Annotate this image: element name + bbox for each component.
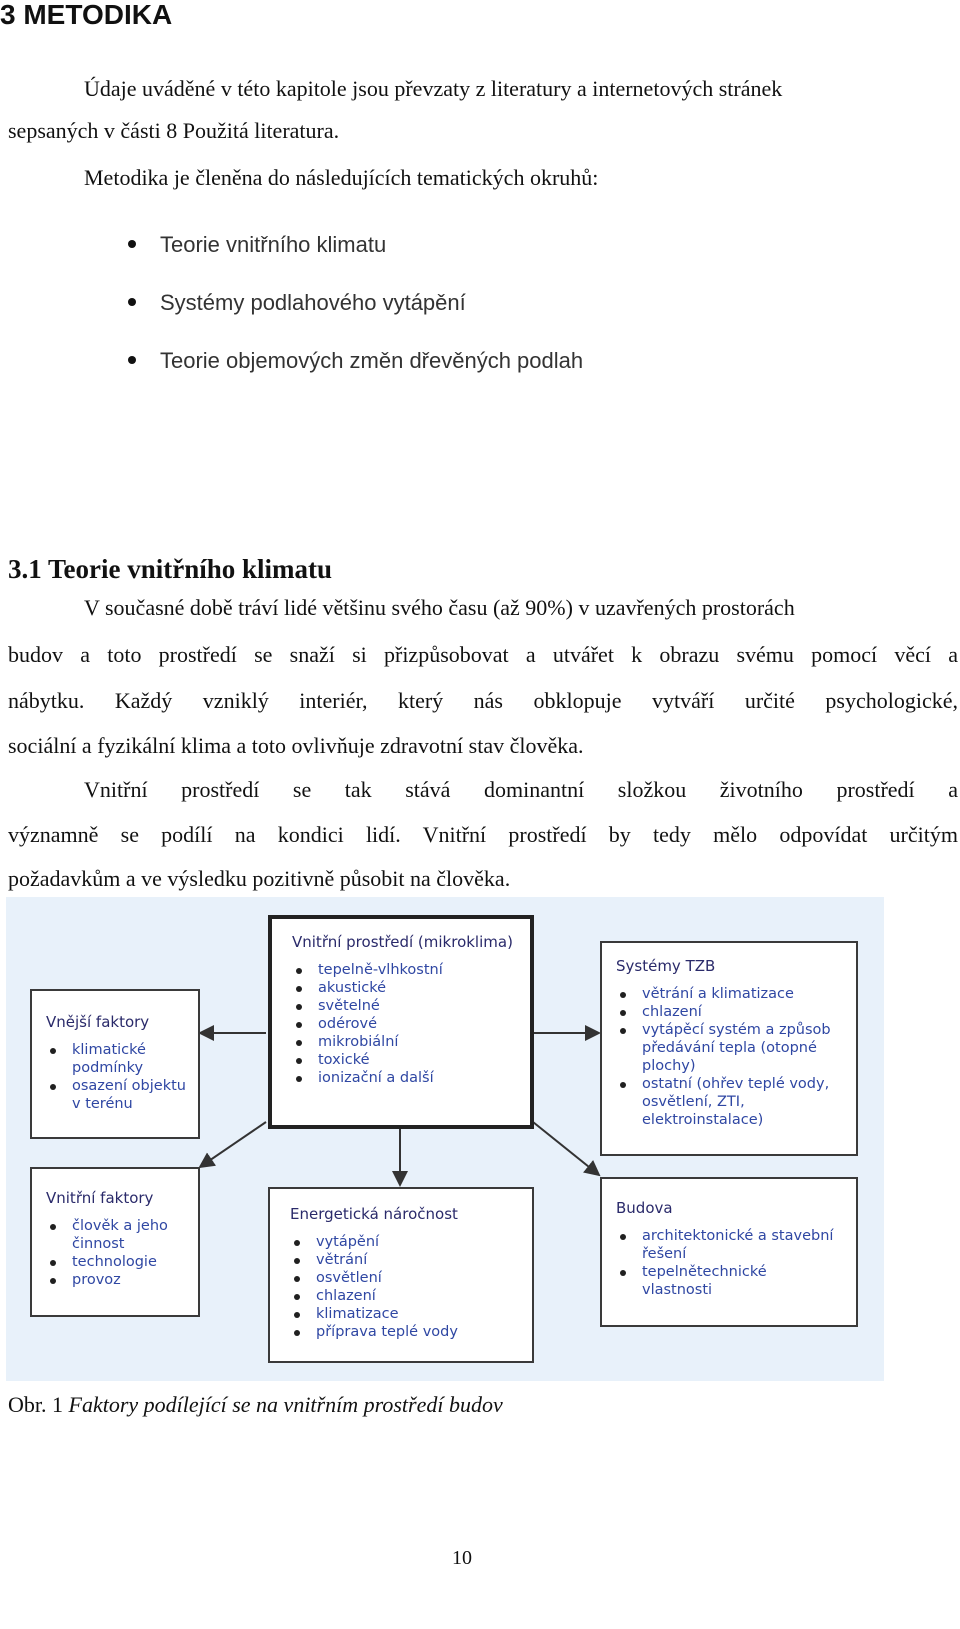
bullet-item <box>128 288 466 318</box>
intro-line-1: Údaje uváděné v této kapitole jsou převzaty z literatury a internetových stránek <box>84 76 783 101</box>
box-title: Vnější faktory <box>46 1013 150 1031</box>
list-item: odérové <box>292 1015 520 1033</box>
bullet-item <box>128 346 583 376</box>
list-item: vytápěcí systém a způsob <box>616 1021 850 1039</box>
bullet-text: Systémy podlahového vytápění <box>160 290 466 315</box>
list-item: ionizační a další <box>292 1069 520 1087</box>
list-item: vytápění <box>290 1233 526 1251</box>
paragraph-1-line-3: nábytku. Každý vzniklý interiér, který nás obklopuje vytváří určité psychologické, <box>8 688 958 713</box>
arrow-to-building <box>533 1122 599 1175</box>
paragraph-1-line-1: V současné době tráví lidé většinu svého času (až 90%) v uzavřených prostorách <box>84 595 795 620</box>
list-item: klimatizace <box>290 1305 526 1323</box>
list-item: světelné <box>292 997 520 1015</box>
list-item: předávání tepla (otopné <box>642 1040 817 1056</box>
bullet-icon <box>128 356 136 364</box>
box-title: Energetická náročnost <box>290 1205 458 1223</box>
bullet-text: Teorie objemových změn dřevěných podlah <box>160 348 584 373</box>
list-item: vlastnosti <box>642 1282 713 1298</box>
caption-label: Obr. 1 <box>8 1392 63 1417</box>
list-item: chlazení <box>290 1287 526 1305</box>
list-item: architektonické a stavební <box>616 1227 850 1245</box>
caption-text: Faktory podílející se na vnitřním prostředí budov <box>68 1392 503 1417</box>
list-item: tepelně-vlhkostní <box>292 961 520 979</box>
box-internal-factors <box>30 1167 200 1317</box>
bullet-icon <box>128 240 136 248</box>
bullet-icon <box>128 298 136 306</box>
paragraph-1-line-2: budov a toto prostředí se snaží si přizpůsobovat a utvářet k obrazu svému pomocí věcí a <box>8 642 958 667</box>
chapter-heading: 3 METODIKA <box>0 0 173 30</box>
box-title: Vnitřní prostředí (mikroklima) <box>292 933 513 951</box>
paragraph-1-line-4: sociální a fyzikální klima a toto ovlivňuje zdravotní stav člověka. <box>8 733 584 758</box>
box-energy-demand <box>268 1187 534 1363</box>
box-building <box>600 1177 858 1327</box>
list-item: podmínky <box>72 1060 144 1076</box>
list-item: ostatní (ohřev teplé vody, <box>616 1075 850 1093</box>
list-item: klimatické <box>46 1041 192 1059</box>
list-item: toxické <box>292 1051 520 1069</box>
list-item: větrání a klimatizace <box>616 985 850 1003</box>
list-item: větrání <box>290 1251 526 1269</box>
list-item: elektroinstalace) <box>642 1112 764 1128</box>
page-number: 10 <box>452 1547 472 1569</box>
list-item: mikrobiální <box>292 1033 520 1051</box>
list-item: tepelnětechnické <box>616 1263 850 1281</box>
section-heading: 3.1 Teorie vnitřního klimatu <box>8 554 333 584</box>
list-item: člověk a jeho <box>46 1217 192 1235</box>
box-title: Budova <box>616 1199 673 1217</box>
paragraph-2-line-3: požadavkům a ve výsledku pozitivně působit na člověka. <box>8 866 511 891</box>
list-item: akustické <box>292 979 520 997</box>
list-item: osazení objektu <box>46 1077 192 1095</box>
box-title: Systémy TZB <box>616 957 716 975</box>
box-external-factors <box>30 989 200 1139</box>
bullet-item <box>128 230 386 260</box>
list-item: provoz <box>46 1271 192 1289</box>
factors-diagram <box>6 897 884 1381</box>
list-item: řešení <box>642 1246 687 1262</box>
intro-line-2: sepsaných v části 8 Použitá literatura. <box>8 118 340 143</box>
list-item: činnost <box>72 1236 125 1252</box>
list-item: osvětlení, ZTI, <box>642 1094 745 1110</box>
box-title: Vnitřní faktory <box>46 1189 154 1207</box>
intro-line-3: Metodika je členěna do následujících tematických okruhů: <box>84 165 599 190</box>
list-item: chlazení <box>616 1003 850 1021</box>
bullet-text: Teorie vnitřního klimatu <box>160 232 387 257</box>
list-item: technologie <box>46 1253 192 1271</box>
box-indoor-environment <box>268 915 534 1129</box>
arrow-to-internal-factors <box>200 1122 266 1167</box>
list-item: plochy) <box>642 1058 696 1074</box>
figure-caption <box>8 1390 503 1420</box>
box-tzb-systems <box>600 941 858 1156</box>
list-item: v terénu <box>72 1096 133 1112</box>
list-item: osvětlení <box>290 1269 526 1287</box>
paragraph-2-line-2: významně se podílí na kondici lidí. Vnitřní prostředí by tedy mělo odpovídat určitým <box>8 822 958 847</box>
list-item: příprava teplé vody <box>290 1323 526 1341</box>
paragraph-2-line-1: Vnitřní prostředí se tak stává dominantní složkou životního prostředí a <box>84 777 958 802</box>
